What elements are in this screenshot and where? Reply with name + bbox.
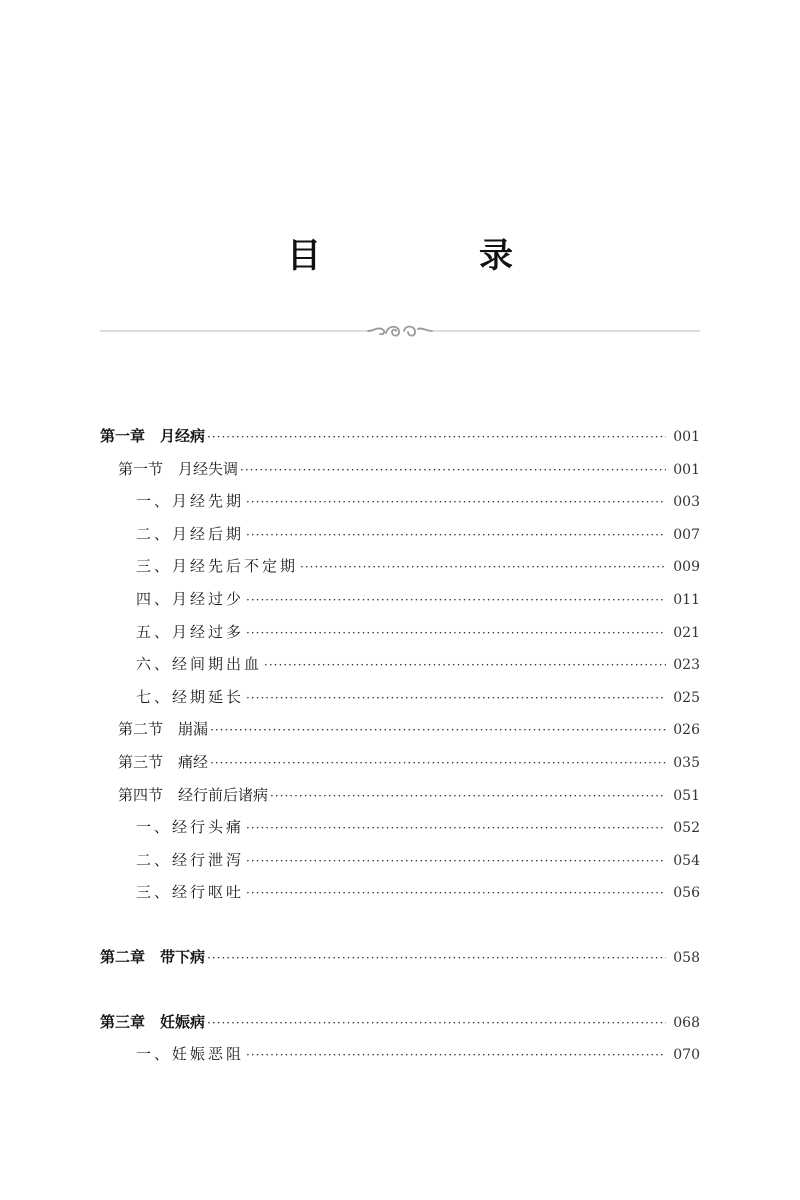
toc-entry-title: 二、月经后期: [136, 524, 245, 543]
toc-section-row[interactable]: [100, 779, 700, 812]
toc-item-row[interactable]: [100, 681, 700, 714]
toc-item-row[interactable]: [100, 1038, 700, 1071]
dot-leader: [210, 714, 666, 747]
toc-page-number: 001: [673, 429, 700, 445]
dot-leader: [246, 617, 666, 650]
toc-page-number: 003: [673, 494, 700, 511]
dot-leader: [246, 877, 666, 910]
toc-entry-title: 三、月经先后不定期: [136, 557, 299, 576]
dot-leader: [207, 942, 666, 975]
dot-leader: [207, 1007, 666, 1040]
toc-item-row[interactable]: [100, 485, 700, 518]
dot-leader: [240, 454, 666, 487]
dot-leader: [264, 649, 666, 682]
toc-item-row[interactable]: [100, 811, 700, 844]
toc-entry-title: 一、经行头痛: [136, 818, 245, 837]
dot-leader: [246, 519, 666, 552]
toc-item-row[interactable]: [100, 518, 700, 551]
toc-entry-title: 第三节 痛经: [118, 752, 209, 771]
toc-entry-title: 二、经行泄泻: [136, 850, 245, 869]
toc-entry-title: 第二章 带下病: [100, 947, 206, 966]
toc-section-row[interactable]: [100, 453, 700, 486]
dot-leader: [270, 780, 666, 813]
toc-item-row[interactable]: [100, 844, 700, 877]
ornamental-divider: [100, 319, 700, 343]
chapter-spacer: [100, 909, 700, 941]
toc-entry-title: 四、月经过少: [136, 589, 245, 608]
toc-chapter-row[interactable]: [100, 1006, 700, 1039]
toc-entry-title: 第一节 月经失调: [118, 459, 239, 478]
cloud-ornament-icon: [368, 327, 432, 336]
toc-page-number: 052: [673, 820, 700, 837]
toc-item-row[interactable]: [100, 616, 700, 649]
dot-leader: [246, 1039, 666, 1072]
toc-item-row[interactable]: [100, 550, 700, 583]
toc-entry-title: 第三章 妊娠病: [100, 1012, 206, 1031]
toc-section-row[interactable]: [100, 713, 700, 746]
dot-leader: [246, 682, 666, 715]
toc-item-row[interactable]: [100, 648, 700, 681]
toc-entry-title: 第二节 崩漏: [118, 720, 209, 739]
toc-section-row[interactable]: [100, 746, 700, 779]
dot-leader: [246, 486, 666, 519]
dot-leader: [246, 812, 666, 845]
toc-chapter-row[interactable]: [100, 941, 700, 974]
toc-entry-title: 一、月经先期: [136, 492, 245, 511]
toc-page-number: 009: [673, 559, 700, 576]
toc-page-number: 070: [673, 1047, 700, 1064]
dot-leader: [246, 584, 666, 617]
page-title: 目 录: [287, 236, 575, 276]
dot-leader: [207, 421, 666, 454]
dot-leader: [246, 845, 666, 878]
toc-page-number: 023: [673, 657, 700, 674]
toc-item-row[interactable]: [100, 876, 700, 909]
toc-entry-title: 第四节 经行前后诸病: [118, 785, 269, 804]
toc-page-number: 054: [673, 852, 700, 869]
toc-page-number: 011: [673, 591, 700, 608]
toc-entry-title: 一、妊娠恶阻: [136, 1045, 245, 1064]
toc-entry-title: 六、经间期出血: [136, 655, 263, 674]
toc-page-number: 051: [673, 787, 700, 804]
toc-entry-title: 七、经期延长: [136, 687, 245, 706]
toc-page-number: 021: [673, 624, 700, 641]
toc-chapter-row[interactable]: [100, 420, 700, 453]
toc-page-number: 035: [673, 754, 700, 771]
toc-page-number: 056: [673, 885, 700, 902]
toc-entry-title: 三、经行呕吐: [136, 883, 245, 902]
toc-page-number: 007: [673, 526, 700, 543]
toc-page-number: 026: [673, 722, 700, 739]
table-of-contents: [100, 420, 700, 1071]
chapter-spacer: [100, 974, 700, 1006]
toc-item-row[interactable]: [100, 583, 700, 616]
toc-page-number: 001: [673, 461, 700, 478]
toc-page-number: 058: [673, 949, 700, 966]
toc-page-number: 068: [673, 1014, 700, 1031]
toc-entry-title: 第一章 月经病: [100, 427, 206, 445]
dot-leader: [300, 551, 666, 584]
toc-entry-title: 五、月经过多: [136, 622, 245, 641]
toc-page-number: 025: [673, 689, 700, 706]
dot-leader: [210, 747, 666, 780]
